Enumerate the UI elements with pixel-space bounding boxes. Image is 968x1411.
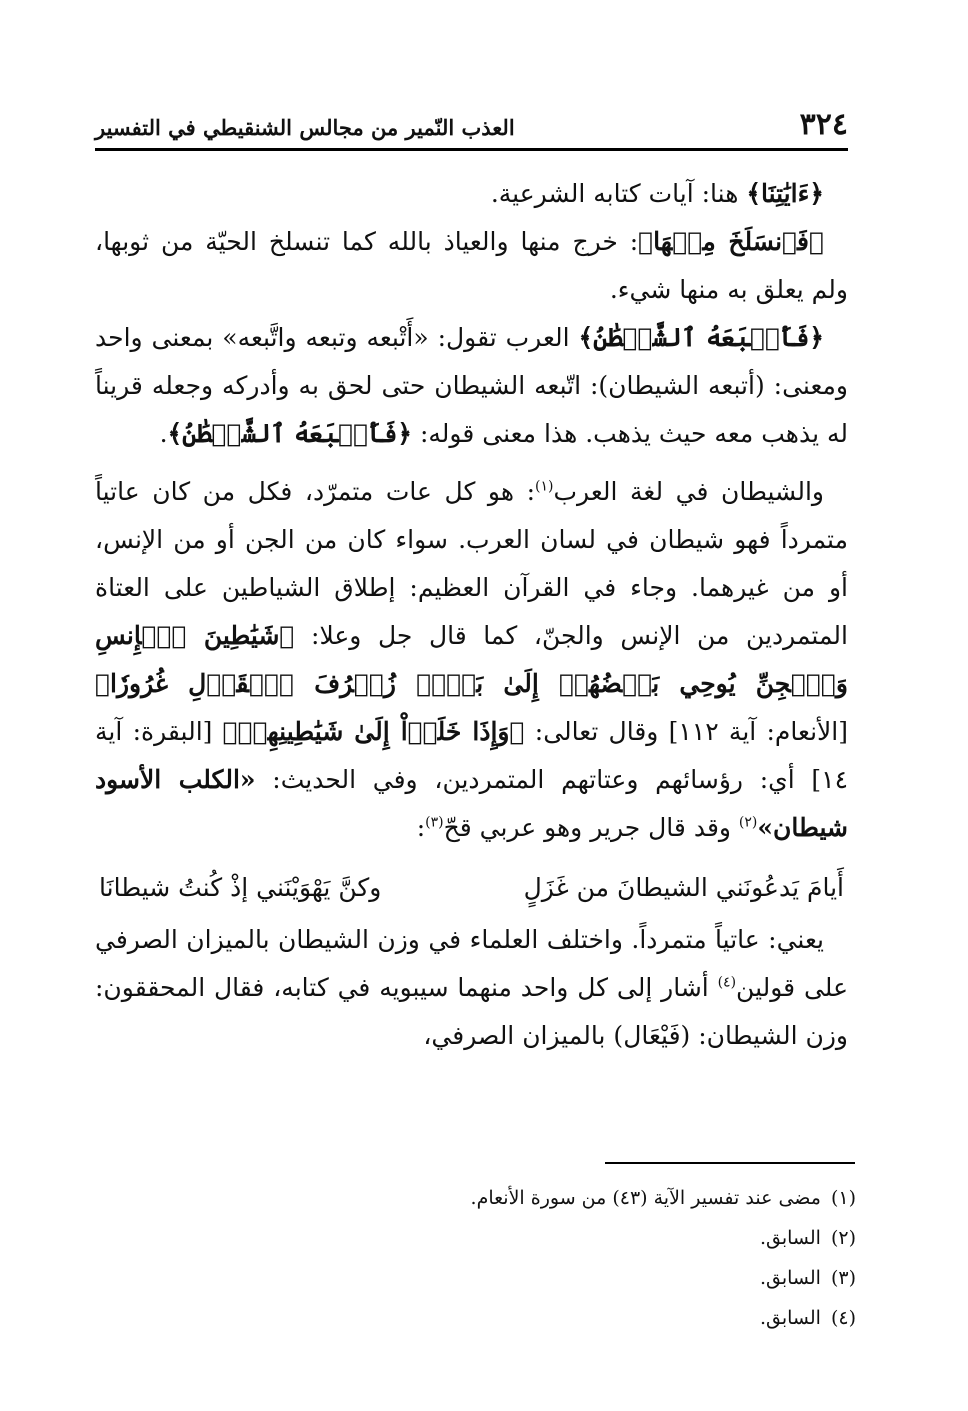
- footnote-2: [95, 1218, 856, 1258]
- poem-second-hemistich: وكنَّ يَهْوَيْنَني إذْ كُنتُ شيطانَا: [99, 873, 382, 902]
- quran-quote: ﴿شَيَٰطِينَ ٱلۡإِنسِ وَٱلۡجِنِّ يُوحِي بَعۡضُهُمۡ إِلَىٰ بَعۡضٖ زُخۡرُفَ ٱلۡقَوۡلِ غُرُورٗا﴾: [95, 621, 848, 698]
- footnote-3: [95, 1258, 856, 1298]
- footnote-separator: [605, 1162, 855, 1164]
- paragraph-text: [البقرة: آية ١٤] أي: رؤسائهم وعتاتهم المتمردين، وفي الحديث:: [95, 717, 848, 794]
- quran-quote: ﴿فَأَتۡبَعَهُ ٱلشَّيۡطَٰنُ﴾: [167, 419, 413, 448]
- poem-verse: [95, 864, 848, 912]
- footnote-number: (١): [830, 1187, 856, 1209]
- paragraph-end: .: [159, 419, 168, 448]
- paragraph-text: :: [416, 813, 426, 842]
- paragraph-ayatina: [95, 170, 848, 218]
- paragraph-text: : خرج منها والعياذ بالله كما تنسلخ الحيّة من ثوبها، ولم يعلق به منها شيء.: [95, 227, 848, 304]
- quran-quote: ﴿فَأَتۡبَعَهُ ٱلشَّيۡطَٰنُ﴾: [578, 323, 824, 352]
- paragraph-atbaahu: [95, 314, 848, 458]
- paragraph-text: يعني: عاتياً متمرداً. واختلف العلماء في وزن الشيطان بالميزان الصرفي على قولين: [95, 925, 848, 1002]
- footnote-ref-2[interactable]: (٢): [738, 814, 758, 831]
- paragraph-text: أشار إلى كل واحد منهما سيبويه في كتابه، فقال المحققون: وزن الشيطان: (فَيْعَال) بالميزان الصرفي،: [95, 973, 848, 1050]
- footnote-number: (٢): [830, 1227, 856, 1249]
- footnote-text: مضى عند تفسير الآية (٤٣) من سورة الأنعام.: [470, 1187, 821, 1209]
- footnote-number: (٣): [830, 1267, 856, 1289]
- footnote-text: السابق.: [759, 1267, 821, 1289]
- page-number: ٣٢٤: [799, 107, 848, 142]
- footnote-text: السابق.: [759, 1227, 821, 1249]
- paragraph-text: العرب تقول: «أَتْبعه وتبعه واتَّبعه» بمعنى واحد ومعنى: (أتبعه الشيطان): اتّبعه الشيطان حتى لحق به وأدركه وجعله قريناً له يذهب معه حيث يذهب. هذا معنى قوله:: [95, 323, 848, 448]
- footnote-ref-3[interactable]: (٣): [425, 814, 444, 831]
- footnote-ref-1[interactable]: (١): [535, 478, 554, 495]
- main-text: [95, 170, 848, 1060]
- paragraph-text: والشيطان في لغة العرب: [553, 477, 824, 506]
- paragraph-text: [الأنعام: آية ١١٢] وقال تعالى:: [524, 717, 848, 746]
- paragraph-text: هنا: آيات كتابه الشرعية.: [490, 179, 747, 208]
- footnote-text: السابق.: [759, 1307, 821, 1329]
- footnote-1: [95, 1178, 856, 1218]
- poem-first-hemistich: أَيامَ يَدعُونَني الشيطانَ من غَزَلٍ: [523, 873, 844, 902]
- paragraph-insalakha: [95, 218, 848, 314]
- quran-quote: ﴿وَإِذَا خَلَوۡاْ إِلَىٰ شَيَٰطِينِهِمۡ﴾: [222, 717, 525, 746]
- quran-quote: ﴿ءَايَٰتِنَا﴾: [746, 179, 824, 208]
- paragraph-text: وقد قال جرير وهو عربي قحّ: [443, 813, 739, 842]
- paragraph-wazn: [95, 916, 848, 1060]
- footnote-4: [95, 1298, 856, 1338]
- quran-quote: ﴿فَٱنسَلَخَ مِنۡهَا﴾: [638, 227, 824, 256]
- footnote-ref-4[interactable]: (٤): [717, 974, 737, 991]
- running-title: العذب النّمير من مجالس الشنقيطي في التفسير: [95, 115, 515, 140]
- paragraph-shaytan-definition: [95, 468, 848, 852]
- paragraph-text: : هو كل عات متمرّد، فكل من كان عاتياً متمرداً فهو شيطان في لسان العرب. سواء كان من الجن أو من الإنس، أو من غيرهما. وجاء في القرآن العظيم: إطلاق الشياطين على العتاة المتمردين من الإنس والجنّ، كما قال جل وعلا:: [95, 477, 848, 650]
- footnote-number: (٤): [830, 1307, 856, 1329]
- footnotes: [95, 1178, 856, 1338]
- page-header: [95, 100, 848, 151]
- hadith-quote: «الكلب الأسود شيطان»: [95, 765, 848, 842]
